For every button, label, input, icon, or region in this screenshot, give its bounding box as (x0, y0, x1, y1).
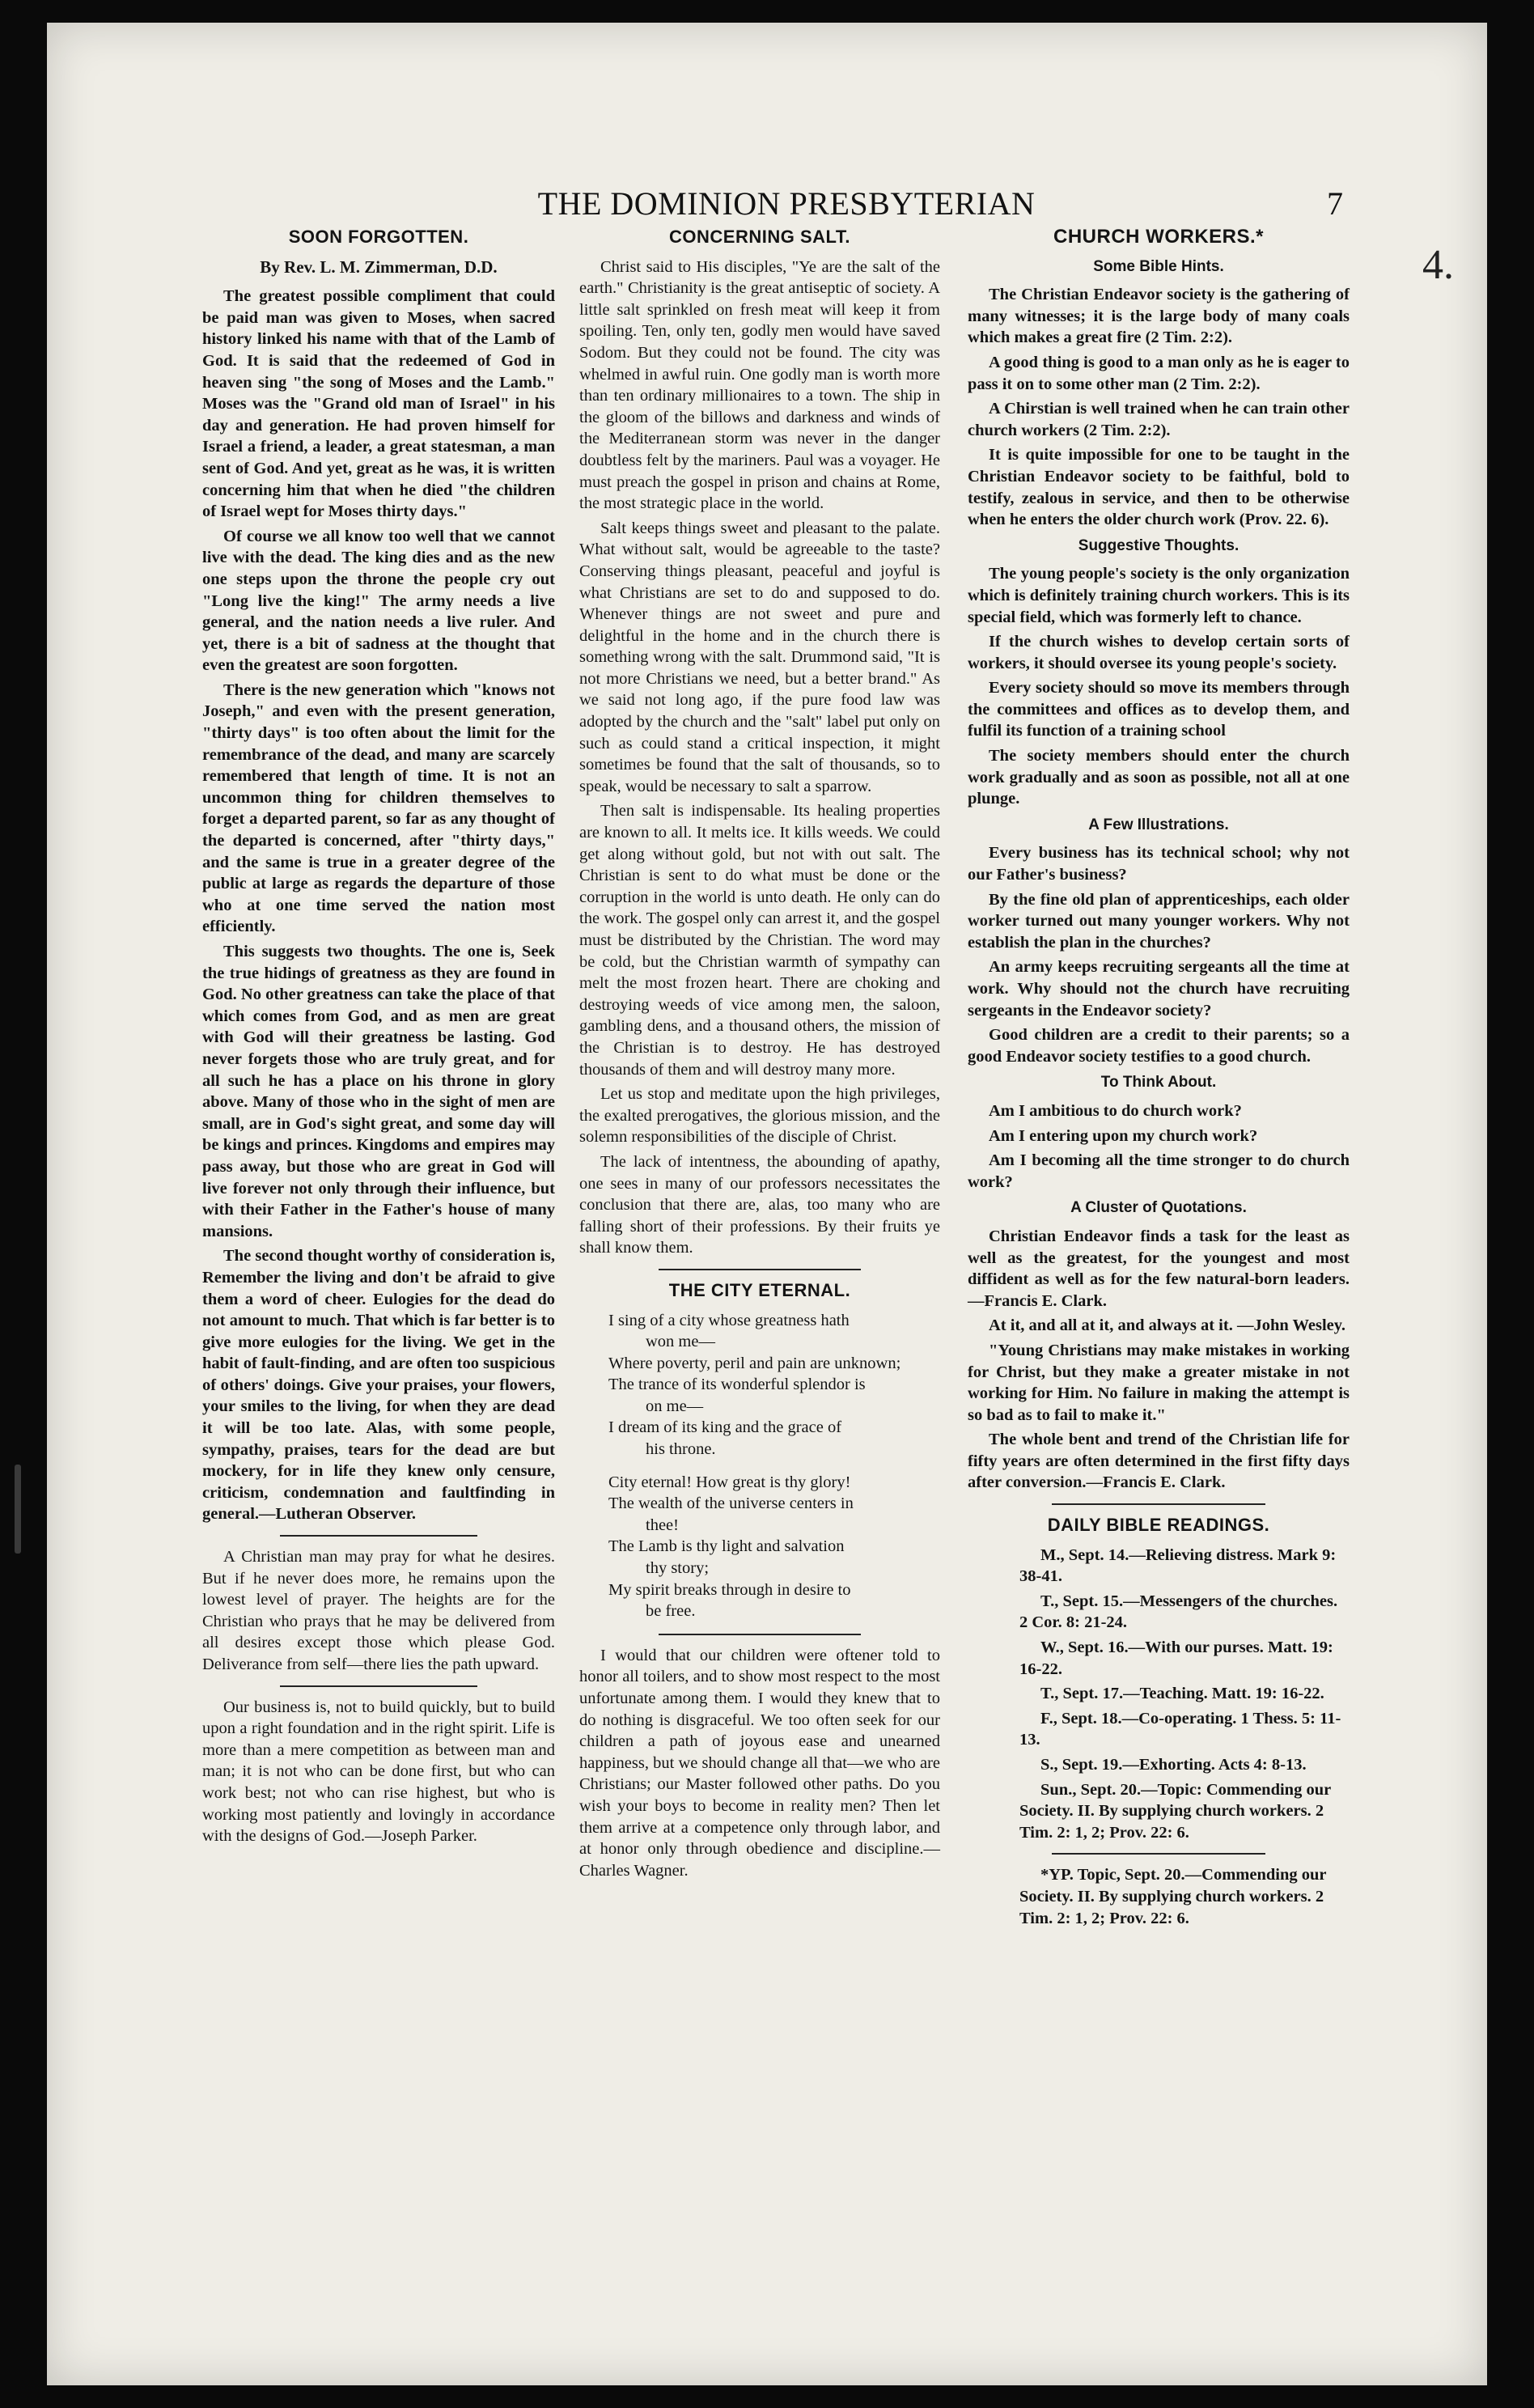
poem-line: won me— (646, 1333, 715, 1351)
divider (1052, 1853, 1265, 1855)
poem (587, 1310, 940, 1622)
binding-edge (15, 1465, 21, 1554)
paragraph: The Christian Endeavor society is the gathering of many witnesses; it is the large body of many coals which makes a great fire (2 Tim. 2:2). (968, 286, 1350, 347)
paragraph: Am I becoming all the time stronger to do church work? (968, 1151, 1350, 1191)
paragraph: "Young Christians may make mistakes in working for Christ, but they make a greater mistake in not working for Him. No failure in making the attempt is so bad as to fail to make it." (968, 1341, 1350, 1424)
poem-line: The trance of its wonderful splendor is (608, 1376, 866, 1394)
paragraph: I would that our children were oftener told to honor all toilers, and to show most respect to the most unfortunate among them. I would they knew that to do nothing is disgraceful. We too often seek for our children a path of joyous ease and unearned happiness, but we should change all that—we who are Christians; our Master followed other paths. Do you wish your boys to become in reality men? Then let them arrive at a competence only through labor, and at honor only through obedience and discipline.—Charles Wagner. (579, 1646, 940, 1880)
column-church-workers (968, 227, 1350, 1932)
reading-entry: W., Sept. 16.—With our purses. Matt. 19: 16-22. (1019, 1639, 1333, 1678)
page-number: 7 (1327, 185, 1343, 222)
section-heading: A Cluster of Quotations. (1070, 1199, 1247, 1217)
poem-line: Where poverty, peril and pain are unknown; (608, 1354, 901, 1372)
paragraph: If the church wishes to develop certain sorts of workers, it should oversee its young people's society. (968, 633, 1350, 672)
poem-line: I dream of its king and the grace of (608, 1418, 842, 1437)
poem-line: thy story; (646, 1559, 710, 1578)
paragraph: The lack of intentness, the abounding of apathy, one sees in many of our professors necessitates the conclusion that there are, alas, too many who are falling short of their professions. By their fruits ye shall know them. (579, 1152, 940, 1257)
paragraph: Am I ambitious to do church work? (989, 1101, 1242, 1120)
poem-line: I sing of a city whose greatness hath (608, 1311, 850, 1329)
paragraph: Am I entering upon my church work? (989, 1126, 1258, 1145)
section-heading: To Think About. (1100, 1074, 1217, 1092)
poem-title: THE CITY ETERNAL. (668, 1279, 851, 1300)
poem-line: on me— (646, 1397, 704, 1415)
poem-line: The wealth of the universe centers in (608, 1494, 854, 1513)
masthead: THE DOMINION PRESBYTERIAN (537, 185, 1036, 222)
paragraph: Then salt is indispensable. Its healing properties are known to all. It melts ice. It kills weeds. We could get along without gold, but not with out salt. The Christian is sent to do what must be done or the corruption in the world is unto death. He only can do the work. The gospel only can arrest it, and the gospel must be distributed by the Christian. The word may be cold, but the Christian warmth of sympathy can melt the most frozen heart. There are choking and destroying weeds of vice among men, the saloon, gambling dens, and a thousand others, the mission of the Christian is to destroy. He has destroyed thousands of them and will destroy many more. (579, 802, 940, 1079)
poem-line: thee! (646, 1516, 679, 1534)
poem-line: City eternal! How great is thy glory! (608, 1473, 851, 1491)
paragraph: The whole bent and trend of the Christian life for fifty years are often determined in the first fifty days after conversion.—Francis E. Clark. (968, 1431, 1350, 1492)
column-soon-forgotten (202, 227, 555, 1851)
paragraph: Of course we all know too well that we cannot live with the dead. The king dies and as the new one steps upon the throne the people cry out "Long live the king!" The army needs a live general, and the nation needs a live ruler. And yet, there is a bit of sadness at the thought that even the greatest are soon forgotten. (202, 527, 555, 675)
paragraph: A good thing is good to a man only as he is eager to pass it on to some other man (2 Tim. 2:2). (968, 353, 1350, 393)
reading-entry: M., Sept. 14.—Relieving distress. Mark 9: 38-41. (1019, 1545, 1337, 1586)
paragraph: Christian Endeavor finds a task for the least as well as the greatest, for the youngest and most diffident as well as for the few natural-born leaders.—Francis E. Clark. (968, 1227, 1350, 1310)
reading-entry: T., Sept. 17.—Teaching. Matt. 19: 16-22. (1040, 1685, 1324, 1703)
article-title: CHURCH WORKERS.* (1053, 226, 1264, 248)
paragraph: Every business has its technical school; why not our Father's business? (968, 844, 1350, 884)
section-heading: Some Bible Hints. (1093, 257, 1224, 275)
footnote: *YP. Topic, Sept. 20.—Commending our Society. II. By supplying church workers. 2 Tim. 2: 1, 2; Prov. 22: 6. (1019, 1866, 1327, 1927)
divider (659, 1634, 861, 1635)
article-title: CONCERNING SALT. (669, 227, 850, 247)
paragraph: The young people's society is the only organization which is definitely training church workers. This is its special field, which was formerly left to chance. (968, 565, 1350, 626)
paragraph: Our business is, not to build quickly, but to build upon a right foundation and in the right spirit. Life is more than a mere competition as between man and man; it is not who can be done first, but who can work best; not who can rise highest, but who is working most patiently and lovingly in accordance with the designs of God.—Joseph Parker. (202, 1698, 555, 1846)
paragraph: An army keeps recruiting sergeants all the time at work. Why should not the church have recruiting sergeants in the Endeavor society? (968, 958, 1350, 1020)
paragraph: Salt keeps things sweet and pleasant to the palate. What without salt, would be agreeable to the taste? Conserving things pleasant, peaceful and joyful is what Christians are set to do and supposed to do. Whenever things are not sweet and pure and delightful in the home and in the church there is something wrong with the salt. Drummond said, "It is not more Christians we need, but a better brand." As we said not long ago, if the pure food law was adopted by the church and the "salt" label put only on such as could stand a critical inspection, it might sometimes be found that the salt of thousands, so to speak, would be necessary to salt a sparrow. (579, 519, 940, 795)
reading-entry: Sun., Sept. 20.—Topic: Commending our Society. II. By supplying church workers. 2 Tim. 2: 1, 2; Prov. 22: 6. (1019, 1780, 1331, 1842)
divider (280, 1535, 477, 1537)
paragraph: It is quite impossible for one to be taught in the Christian Endeavor society to be faithful, bold to testify, zealous in service, and then to be otherwise when he enters the older church work (Prov. 22. 6). (968, 446, 1350, 529)
paragraph: By the fine old plan of apprenticeships, each older worker turned out many younger workers. Why not establish the plan in the churches? (968, 890, 1350, 952)
paragraph: Let us stop and meditate upon the high privileges, the exalted prerogatives, the glorious mission, and the solemn responsibilities of the disciple of Christ. (579, 1085, 940, 1147)
paragraph: Good children are a credit to their parents; so a good Endeavor society testifies to a good church. (968, 1026, 1350, 1066)
divider (280, 1685, 477, 1687)
divider (1052, 1503, 1265, 1505)
column-concerning-salt (579, 227, 940, 1884)
article-title: SOON FORGOTTEN. (288, 227, 469, 247)
paragraph: Every society should so move its members through the committees and offices as to develop them, and fulfil its function of a training school (968, 679, 1350, 740)
reading-entry: F., Sept. 18.—Co-operating. 1 Thess. 5: 11-13. (1019, 1709, 1341, 1749)
poem-line: his throne. (646, 1440, 716, 1459)
divider (659, 1269, 861, 1270)
margin-handwriting: 4. (1422, 242, 1454, 288)
paragraph: There is the new generation which "knows not Joseph," and even with the present generation, "thirty days" is too often about the limit for the remembrance of the dead, and many are scarcely remembered that length of time. It is not an uncommon thing for children themselves to forget a departed parent, so far as any thought of the departed is concerned, after "thirty days," and the same is true in a greater degree of the public at large as regards the departure of those who at one time served the nation most efficiently. (202, 680, 555, 936)
paragraph: At it, and all at it, and always at it. —John Wesley. (989, 1316, 1345, 1335)
stanza (587, 1310, 940, 1460)
section-heading: A Few Illustrations. (1088, 816, 1229, 833)
byline: By Rev. L. M. Zimmerman, D.D. (260, 256, 498, 277)
paragraph: Christ said to His disciples, "Ye are the salt of the earth." Christianity is the great antiseptic of society. A little salt sprinkled on fresh meat will keep it from spoiling. Ten, only ten, godly men would have saved Sodom. But they could not be found. The city was whelmed in awful ruin. One godly man is worth more than ten ordinary millionaires to a town. The ship in the gloom of the billows and darkness and winds of the Mediterranean storm was never in the danger doubtless felt by the mariners. Paul was a voyager. He must preach the gospel in prison and chains at Rome, the most strategic place in the world. (579, 257, 940, 513)
paragraph: The greatest possible compliment that could be paid man was given to Moses, when sacred history linked his name with that of the Lamb of God. It is said that the redeemed of God in heaven sing "the song of Moses and the Lamb." Moses was the "Grand old man of Israel" in his day and generation. He had proven himself for Israel a friend, a leader, a great statesman, a man sent of God. And yet, great as he was, it is written concerning him that when he died "the children of Israel wept for Moses thirty days." (202, 287, 555, 521)
paragraph: A Chirstian is well trained when he can train other church workers (2 Tim. 2:2). (968, 400, 1350, 439)
stanza (587, 1472, 940, 1622)
poem-line: My spirit breaks through in desire to (608, 1580, 851, 1599)
paragraph: The society members should enter the church work gradually and as soon as possible, not all at one plunge. (968, 747, 1350, 808)
reading-entry: S., Sept. 19.—Exhorting. Acts 4: 8-13. (1040, 1756, 1307, 1774)
poem-line: be free. (646, 1602, 696, 1621)
reading-entry: T., Sept. 15.—Messengers of the churches. 2 Cor. 8: 21-24. (1019, 1592, 1338, 1632)
poem-line: The Lamb is thy light and salvation (608, 1537, 845, 1556)
paragraph: The second thought worthy of consideration is, Remember the living and don't be afraid to give them a word of cheer. Eulogies for the dead do not amount to much. That which is far better is to give more eulogies for the living. We get in the habit of fault-finding, and are often too suspicious of others' doings. Give your praises, your flowers, your smiles to the living, for when they are dead it will be too late. Alas, with some people, sympathy, praises, tears for the dead are but mockery, for in life they knew only censure, criticism, condemnation and faultfinding in general.—Lutheran Observer. (202, 1247, 555, 1524)
section-heading: Suggestive Thoughts. (1078, 536, 1239, 554)
paragraph: A Christian man may pray for what he desires. But if he never does more, he remains upon the lowest level of prayer. The heights are for the Christian who prays that he may be delivered from all desires except those which please God. Deliverance from self—there lies the path upward. (202, 1548, 555, 1673)
readings-title: DAILY BIBLE READINGS. (1047, 1515, 1270, 1536)
paragraph: This suggests two thoughts. The one is, Seek the true hidings of greatness as they are found in God. No other greatness can take the place of that which comes from God, and as men are great with God will their greatness be lasting. God never forgets those who are truly great, and for all such he has a place on his throne in glory above. Many of those who in the sight of men are small, are in God's sight great, and some day will be kings and princes. Kingdoms and empires may pass away, but those who are great in God will live forever not only through their influence, but with their Father in the Father's house of many mansions. (202, 943, 555, 1240)
